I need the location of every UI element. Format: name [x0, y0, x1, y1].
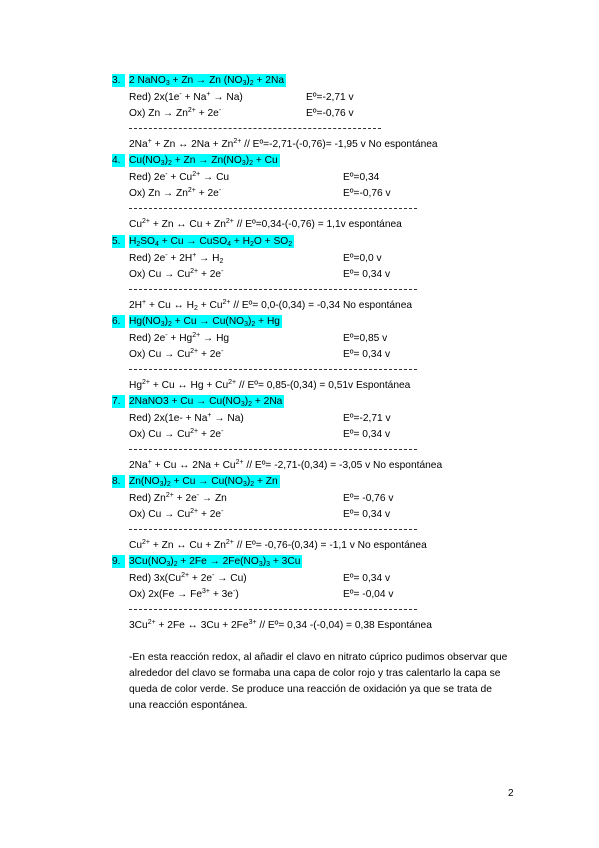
overall-reaction-result: $Cu^{2+} + Zn$ ↔ $Cu + Zn^{2+}$ // Eº= -0,76-(0,34) = -1,1 v No espontánea	[129, 539, 427, 551]
oxidation-potential: Eº= -0,04 v	[343, 589, 394, 600]
page-number: 2	[508, 788, 514, 799]
separator-line	[129, 609, 417, 610]
oxidation-half-reaction: Ox) $Cu \to Cu^{2+} + 2e^-$	[129, 428, 224, 440]
oxidation-potential: Eº= 0,34 v	[343, 509, 391, 520]
conclusion-paragraph: -En esta reacción redox, al añadir el clavo en nitrato cúprico pudimos observar que alrededor del clavo se formaba una capa de color rojo y tras calentarlo la capa se queda de color verde. Se produce una reacción de oxidación ya que se trata de una reacción espontánea.	[129, 652, 508, 711]
reaction-number: 6.	[112, 315, 125, 328]
reduction-potential: Eº=0,0 v	[343, 253, 382, 264]
separator-line	[129, 128, 381, 129]
reduction-potential: Eº=0,85 v	[343, 333, 388, 344]
overall-reaction-result: 2H+ + Cu ↔ $H_2 + Cu^{2+}$ // Eº= 0,0-(0,34) = -0,34 No espontánea	[129, 299, 413, 312]
separator-line	[129, 449, 417, 450]
overall-reaction-result: $Hg^{2+} + Cu$ ↔ $Hg + Cu^{2+}$ // Eº= 0,85-(0,34) = 0,51v Espontánea	[129, 379, 411, 391]
reduction-potential: Eº=0,34	[343, 172, 380, 183]
oxidation-half-reaction: Ox) $Zn \to Zn^{2+} + 2e^-$	[129, 107, 222, 119]
reduction-half-reaction: Red) $3x(Cu^{2+} + 2e^- \to Cu)$	[129, 572, 247, 584]
oxidation-potential: Eº= 0,34 v	[343, 429, 391, 440]
reaction-number: 3.	[112, 74, 125, 87]
reaction-number: 9.	[112, 555, 125, 568]
reaction-heading: 2 NaNO$_3$ + Zn → Zn $(NO_3)_2 + 2Na$	[129, 75, 284, 87]
reaction-heading: $H_2SO_4 + Cu$ → CuSO$_4$ + $H_2O + SO_2$	[129, 236, 293, 248]
separator-line	[129, 369, 417, 370]
separator-line	[129, 289, 417, 290]
reduction-half-reaction: Red) $Zn^{2+} + 2e^- \to Zn$	[129, 492, 227, 504]
oxidation-half-reaction: Ox) $Cu \to Cu^{2+} + 2e^-$	[129, 508, 224, 520]
overall-reaction-result: 2Na+ + Zn ↔ $2Na + Zn^{2+}$ // Eº=-2,71-(-0,76)= -1,95 v No espontánea	[129, 138, 438, 150]
reaction-heading: $3Cu(NO_3)_2 + 2Fe \to 2Fe(NO_3)_3 + 3Cu$	[129, 556, 301, 568]
reduction-half-reaction: Red) $2e^- + Hg^{2+} \to Hg$	[129, 332, 230, 344]
reaction-number: 8.	[112, 475, 125, 488]
oxidation-potential: Eº=-0,76 v	[343, 188, 391, 199]
reduction-potential: Eº= -0,76 v	[343, 493, 394, 504]
overall-reaction-result: 2Na+ + Cu ↔ $2Na + Cu^{2+}$ // Eº= -2,71-(0,34) = -3,05 v No espontánea	[129, 459, 443, 471]
overall-reaction-result: $Cu^{2+} + Zn$ ↔ $Cu + Zn^{2+}$ // Eº=0,34-(-0,76) = 1,1v espontánea	[129, 218, 402, 230]
reaction-heading: 2NaNO3 + $Cu \to Cu(NO_3)_2 + 2Na$	[129, 396, 283, 408]
oxidation-half-reaction: Ox) $Zn \to Zn^{2+} + 2e^-$	[129, 187, 222, 199]
reduction-potential: Eº=-2,71 v	[343, 413, 391, 424]
reduction-half-reaction: Red) $2e^- + 2H^+ \to H_2$	[129, 252, 224, 265]
oxidation-potential: Eº= 0,34 v	[343, 349, 391, 360]
reduction-half-reaction: Red) $2e^- + Cu^{2+} \to Cu$	[129, 171, 230, 183]
reaction-heading: $Cu(NO_3)_2 + Zn \to Zn(NO_3)_2 + Cu$	[129, 155, 278, 167]
reduction-half-reaction: Red) 2x(1e- + Na+ → Na)	[129, 91, 243, 103]
reaction-heading: $Zn(NO_3)_2 + Cu \to Cu(NO_3)_2 + Zn$	[129, 476, 278, 488]
separator-line	[129, 529, 417, 530]
oxidation-potential: Eº= 0,34 v	[343, 269, 391, 280]
reduction-potential: Eº= 0,34 v	[343, 573, 391, 584]
reduction-potential: Eº=-2,71 v	[306, 92, 354, 103]
reaction-number: 5.	[112, 235, 125, 248]
separator-line	[129, 208, 417, 209]
oxidation-half-reaction: Ox) $Cu \to Cu^{2+} + 2e^-$	[129, 348, 224, 360]
reaction-number: 4.	[112, 154, 125, 167]
oxidation-potential: Eº=-0,76 v	[306, 108, 354, 119]
reaction-number: 7.	[112, 395, 125, 408]
overall-reaction-result: $3Cu^{2+} + 2Fe$ ↔ $3Cu + 2Fe^{3+}$ // Eº= 0,34 -(-0,04) = 0,38 Espontánea	[129, 619, 432, 631]
oxidation-half-reaction: Ox) $2x(Fe \to Fe^{3+} + 3e^-)$	[129, 588, 239, 600]
reaction-heading: $Hg(NO_3)_2 + Cu \to Cu(NO_3)_2 + Hg$	[129, 316, 280, 328]
reduction-half-reaction: Red) 2x(1e- + Na+ → Na)	[129, 412, 244, 424]
oxidation-half-reaction: Ox) $Cu \to Cu^{2+} + 2e^-$	[129, 268, 224, 280]
